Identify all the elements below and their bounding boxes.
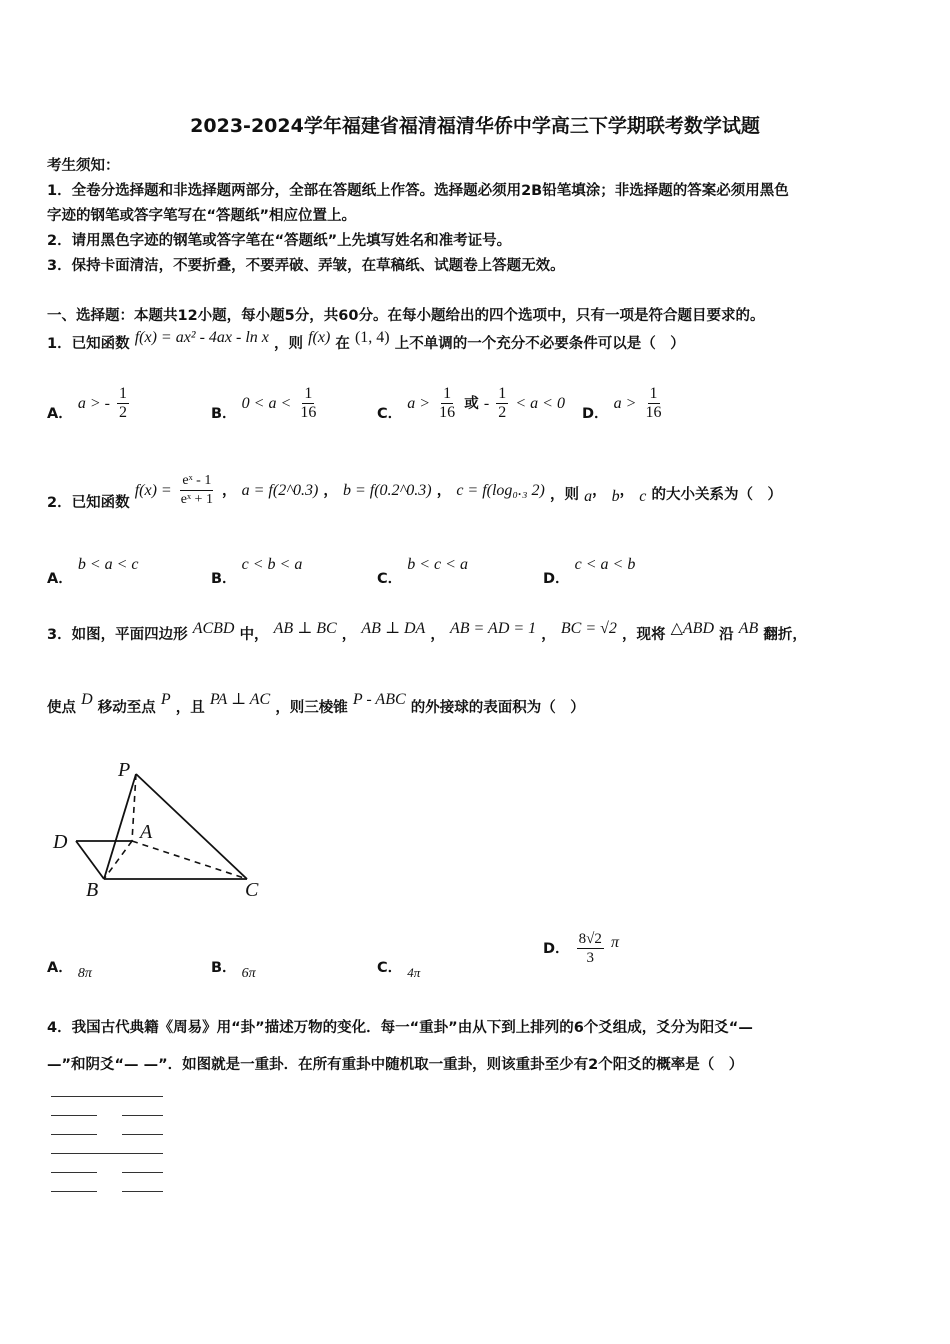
q1-d-lhs: a > xyxy=(613,395,637,412)
q3-c3: AB = AD = 1 xyxy=(450,620,537,637)
notice-heading: 考生须知： xyxy=(47,158,120,174)
q3-a-label: A． xyxy=(47,960,73,976)
label-d: D xyxy=(53,831,68,853)
edge-db xyxy=(76,841,104,879)
q1-option-d[interactable] xyxy=(582,385,666,422)
q3-option-c[interactable] xyxy=(377,956,421,980)
q1-mid: ，则 xyxy=(273,336,303,352)
q2-b-label: B． xyxy=(211,571,237,587)
question-4-line-1: 4．我国古代典籍《周易》用“卦”描述万物的变化．每一“重卦”由从下到上排列的6个爻组成，爻分为阳爻“— xyxy=(47,1020,753,1036)
q3-quad: ACBD xyxy=(192,620,235,637)
q2-option-a[interactable] xyxy=(47,553,139,587)
q1-interval: (1, 4) xyxy=(354,329,390,346)
q2-option-b[interactable] xyxy=(211,553,303,587)
q3-pyramid: P - ABC xyxy=(352,691,406,708)
q1-d-label: D． xyxy=(582,406,609,422)
q1-b-lhs: 0 < a < xyxy=(241,395,292,412)
q3-t7: ，则三棱锥 xyxy=(275,700,348,716)
q3-option-a[interactable] xyxy=(47,956,92,981)
q2-a-def: a = f(2^0.3) xyxy=(241,482,319,499)
q3-t1: 中， xyxy=(239,627,269,643)
q2-b-def: b = f(0.2^0.3) xyxy=(342,482,432,499)
label-b: B xyxy=(86,879,99,901)
q3-edge: AB xyxy=(738,620,759,637)
q3-d-label: D． xyxy=(543,941,570,957)
q2-var-c: c xyxy=(639,488,647,505)
q1-function: f(x) = ax² - 4ax - ln x xyxy=(134,329,269,346)
q2-a-value: b < a < c xyxy=(77,556,139,573)
q1-c-label: C． xyxy=(377,406,403,422)
question-2: 2．已知函数 f(x) = $\frac{\text{eˣ - 1}}{\text{eˣ + 1}}$ ， a = f(2^0.3) ， b = f(0.2^0.3) ， c = f(log₀.₃ 2) ，则 a， b， c 的大小关系为（ ） xyxy=(47,473,782,511)
q2-b-value: c < b < a xyxy=(241,556,303,573)
hexagram-line-2-yin-left xyxy=(51,1115,97,1116)
q1-a-fraction: $\frac{1}{2}$ xyxy=(119,385,128,421)
q3-c-value: 4π xyxy=(407,965,421,980)
label-p: P xyxy=(118,759,131,781)
edge-ac-dashed xyxy=(132,841,247,879)
hexagram-line-6-yin-left xyxy=(51,1191,97,1192)
label-c: C xyxy=(245,879,259,901)
hexagram-line-3-yin-right xyxy=(122,1134,163,1135)
q3-t3: 沿 xyxy=(719,627,734,643)
q1-option-a[interactable] xyxy=(47,385,131,422)
hexagram-line-5-yin-left xyxy=(51,1172,97,1173)
q3-t6: ，且 xyxy=(175,700,205,716)
edge-pb xyxy=(104,774,136,879)
label-a: A xyxy=(140,821,153,843)
q1-b-label: B． xyxy=(211,406,237,422)
page-title: 2023-2024学年福建省福清福清华侨中学高三下学期联考数学试题 xyxy=(190,115,760,137)
q2-c-def: c = f(log₀.₃ 2) xyxy=(456,482,545,499)
notice-line-2: 2．请用黑色字迹的钢笔或答字笔在“答题纸”上先填写姓名和准考证号。 xyxy=(47,233,512,249)
q1-c-fraction-2: $\frac{1}{2}$ xyxy=(498,385,507,421)
hexagram-line-4-yang xyxy=(51,1153,163,1154)
q3-figure xyxy=(40,752,280,902)
q2-d-label: D． xyxy=(543,571,570,587)
q3-t2: ，现将 xyxy=(622,627,666,643)
hexagram-line-5-yin-right xyxy=(122,1172,163,1173)
q1-d-fraction: $\frac{1}{16}$ xyxy=(645,385,662,421)
notice-line-1: 1．全卷分选择题和非选择题两部分，全部在答题纸上作答。选择题必须用2B铅笔填涂；非选择题的答案必须用黑色 xyxy=(47,183,789,199)
q3-tri: △ABD xyxy=(670,620,714,637)
hexagram-line-3-yin-left xyxy=(51,1134,97,1135)
q2-option-d[interactable] xyxy=(543,553,636,587)
q3-c4: BC = √2 xyxy=(560,620,617,637)
notice-line-3: 3．保持卡面清洁，不要折叠，不要弄破、弄皱，在草稿纸、试题卷上答题无效。 xyxy=(47,258,565,274)
q3-b-value: 6π xyxy=(241,966,256,981)
q1-pre: 1．已知函数 xyxy=(47,336,130,352)
q3-c-label: C． xyxy=(377,960,403,976)
hexagram-line-6-yin-right xyxy=(122,1191,163,1192)
q2-var-b: b xyxy=(611,488,620,505)
q1-fx: f(x) xyxy=(308,329,331,346)
q3-a-value: 8π xyxy=(77,966,92,981)
question-3-line-2 xyxy=(47,688,585,716)
q3-t4: 翻折， xyxy=(763,627,807,643)
q1-post: 上不单调的一个充分不必要条件可以是（ ） xyxy=(394,336,685,352)
q2-c-label: C． xyxy=(377,571,403,587)
q3-pre: 3．如图，平面四边形 xyxy=(47,627,188,643)
q3-t5: 移动至点 xyxy=(97,700,156,716)
q1-zai: 在 xyxy=(335,336,350,352)
q2-f-lhs: f(x) = xyxy=(134,482,172,499)
q2-var-a: a xyxy=(584,488,593,505)
q1-a-lhs: a > - xyxy=(77,395,110,412)
q1-c-lhs: a > xyxy=(407,395,431,412)
q2-d-value: c < a < b xyxy=(574,556,636,573)
q1-b-fraction: $\frac{1}{16}$ xyxy=(300,385,317,421)
edge-ab-dashed xyxy=(104,841,132,879)
q3-line2-pre: 使点 xyxy=(47,700,76,716)
edge-pc xyxy=(136,774,247,879)
q1-option-b[interactable] xyxy=(211,385,320,422)
q2-post2: 的大小关系为（ ） xyxy=(651,487,782,503)
q1-c-minus: - xyxy=(483,395,490,412)
q3-point-d: D xyxy=(81,691,93,708)
question-3-line-1: 3．如图，平面四边形 ACBD 中， AB ⊥ BC ， AB ⊥ DA ， AB = AD = 1 ， BC = √2 ，现将 △ABD 沿 AB 翻折， xyxy=(47,620,807,643)
q3-point-p: P xyxy=(160,691,171,708)
question-4-line-2: —”和阴爻“— —”．如图就是一重卦．在所有重卦中随机取一重卦，则该重卦至少有2个阳爻的概率是（ ） xyxy=(47,1057,744,1073)
hexagram-line-1-yang xyxy=(51,1096,163,1097)
notice-line-1b: 字迹的钢笔或答字笔写在“答题纸”相应位置上。 xyxy=(47,208,357,224)
q1-option-c[interactable] xyxy=(377,385,565,422)
q3-option-d[interactable] xyxy=(543,930,619,967)
q2-f-fraction: $\frac{\text{eˣ - 1}}{\text{eˣ + 1}}$ xyxy=(180,473,213,507)
q1-a-label: A． xyxy=(47,406,73,422)
q3-c1: AB ⊥ BC xyxy=(273,620,337,637)
q2-pre: 2．已知函数 xyxy=(47,495,130,511)
q2-c-value: b < c < a xyxy=(407,556,468,573)
q3-d-fraction: $\frac{8√2}{3}$ xyxy=(578,931,602,966)
q3-t8: 的外接球的表面积为（ ） xyxy=(410,700,585,716)
q1-c-or: 或 xyxy=(464,396,479,412)
q2-post1: ，则 xyxy=(549,487,579,503)
question-1 xyxy=(47,329,685,353)
section-heading: 一、选择题：本题共12小题，每小题5分，共60分。在每小题给出的四个选项中，只有一项是符合题目要求的。 xyxy=(47,308,765,324)
q1-c-rhs: < a < 0 xyxy=(515,395,565,412)
q3-c5: PA ⊥ AC xyxy=(209,691,271,708)
q3-c2: AB ⊥ DA xyxy=(361,620,426,637)
q3-d-pi: π xyxy=(610,934,619,951)
q2-a-label: A． xyxy=(47,571,73,587)
q3-b-label: B． xyxy=(211,960,237,976)
q2-option-c[interactable] xyxy=(377,553,468,587)
q3-option-b[interactable] xyxy=(211,956,256,981)
hexagram-line-2-yin-right xyxy=(122,1115,163,1116)
q1-c-fraction-1: $\frac{1}{16}$ xyxy=(439,385,456,421)
